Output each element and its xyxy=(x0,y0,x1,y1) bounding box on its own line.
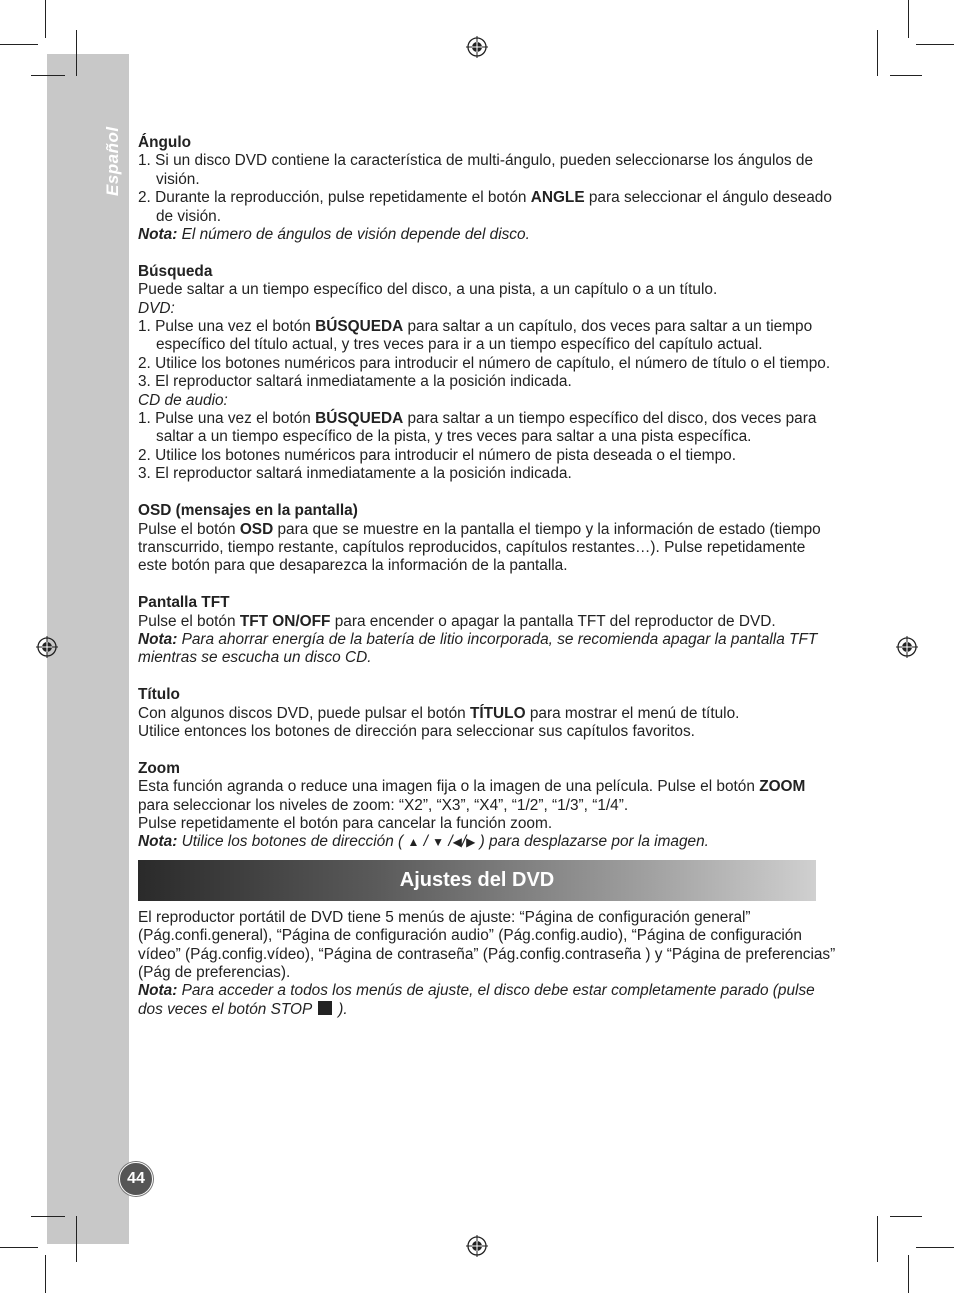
search-dvd-item-2: 2. Utilice los botones numéricos para introducir el número de capítulo, el número de título o el tiempo. xyxy=(138,354,831,372)
section-bar-dvd-settings: Ajustes del DVD xyxy=(138,860,816,901)
search-dvd-item-1: 1. Pulse una vez el botón BÚSQUEDA para saltar a un capítulo, dos veces para saltar a un tiempo específico del título actual, y tres veces para ir a un tiempo específico del capítulo actual. xyxy=(138,318,813,354)
arrow-right-icon: ▶ xyxy=(466,835,476,850)
title-text-2: Utilice entonces los botones de dirección para seleccionar sus capítulos favoritos. xyxy=(138,722,695,740)
document-body xyxy=(138,134,838,1019)
page-number-badge: 44 xyxy=(119,1162,153,1196)
search-cd-item-3: 3. El reproductor saltará inmediatamente a la posición indicada. xyxy=(138,465,572,483)
search-dvd-label: DVD: xyxy=(138,299,175,317)
section-heading-osd: OSD (mensajes en la pantalla) xyxy=(138,502,358,520)
search-dvd-item-3: 3. El reproductor saltará inmediatamente a la posición indicada. xyxy=(138,373,572,391)
tft-note: Nota: Para ahorrar energía de la batería de litio incorporada, se recomienda apagar la pantalla TFT mientras se escucha un disco CD. xyxy=(138,630,818,667)
search-intro: Puede saltar a un tiempo específico del disco, a una pista, a un capítulo o a un título. xyxy=(138,281,718,299)
registration-mark-icon xyxy=(36,636,58,658)
dvd-settings-text: El reproductor portátil de DVD tiene 5 menús de ajuste: “Página de configuración general” (Pág.confi.general), “Página de configuración audio” (Pág.config.audio), “Página de configuración vídeo” (Pág.config.vídeo), “Página de contraseña” (Pág.config.contraseña ) y “Página de preferencias” (Pág de preferencias). xyxy=(138,908,836,981)
zoom-text: Esta función agranda o reduce una imagen fija o la imagen de una película. Pulse el botón ZOOM para seleccionar los niveles de zoom: “X2”, “X3”, “X4”, “1/2”, “1/3”, “1/4”. xyxy=(138,778,806,814)
arrow-left-icon: ◀ xyxy=(452,835,462,850)
search-cd-item-1: 1. Pulse una vez el botón BÚSQUEDA para saltar a un tiempo específico del disco, dos veces para saltar a un tiempo específico de la pista, y tres veces para saltar a una pista específica. xyxy=(138,410,817,446)
section-heading-tft: Pantalla TFT xyxy=(138,594,230,612)
osd-text: Pulse el botón OSD para que se muestre en la pantalla el tiempo y la información de estado (tiempo transcurrido, tiempo restante, capítulos reproducidos, capítulos restantes…). Pulse repetidamente este botón para que desaparezca la información de la pantalla. xyxy=(138,520,821,575)
language-label: Español xyxy=(103,126,122,196)
angle-note: Nota: El número de ángulos de visión depende del disco. xyxy=(138,226,530,244)
zoom-text-2: Pulse repetidamente el botón para cancelar la función zoom. xyxy=(138,814,553,832)
angle-item-1: 1. Si un disco DVD contiene la característica de multi-ángulo, pueden seleccionarse los ángulos de visión. xyxy=(138,152,814,188)
title-text: Con algunos discos DVD, puede pulsar el botón TÍTULO para mostrar el menú de título. xyxy=(138,704,740,722)
section-heading-search: Búsqueda xyxy=(138,262,213,280)
registration-mark-icon xyxy=(466,1235,488,1257)
zoom-note: Nota: Utilice los botones de dirección ( ▲ / ▼ /◀/▶ ) para desplazarse por la imagen. xyxy=(138,833,709,851)
registration-mark-icon xyxy=(896,636,918,658)
dvd-settings-note: Nota: Para acceder a todos los menús de ajuste, el disco debe estar completamente parado (pulse dos veces el botón STOP ). xyxy=(138,982,815,1018)
sidebar xyxy=(47,54,129,1244)
search-cd-label: CD de audio: xyxy=(138,391,228,409)
arrow-up-icon: ▲ xyxy=(407,835,420,850)
section-heading-title: Título xyxy=(138,686,180,704)
registration-mark-icon xyxy=(466,36,488,58)
search-cd-item-2: 2. Utilice los botones numéricos para introducir el número de pista deseada o el tiempo. xyxy=(138,446,736,464)
stop-icon xyxy=(318,1001,332,1015)
angle-item-2: 2. Durante la reproducción, pulse repetidamente el botón ANGLE para seleccionar el ángulo deseado de visión. xyxy=(138,189,832,225)
section-heading-angle: Ángulo xyxy=(138,134,191,151)
arrow-down-icon: ▼ xyxy=(432,835,445,850)
section-heading-zoom: Zoom xyxy=(138,759,180,777)
tft-text: Pulse el botón TFT ON/OFF para encender o apagar la pantalla TFT del reproductor de DVD. xyxy=(138,612,776,630)
